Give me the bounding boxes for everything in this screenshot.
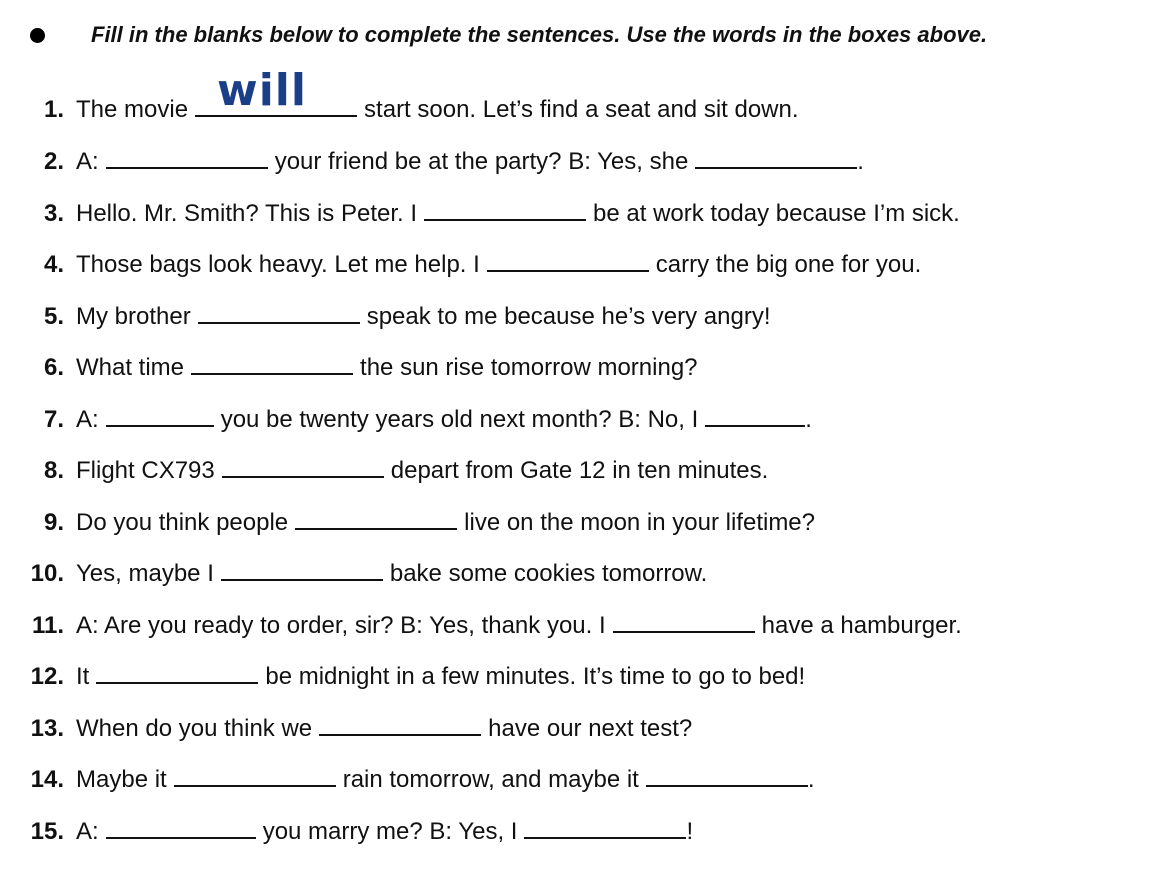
item-number: 7. xyxy=(43,406,64,433)
sentence-text: My brother xyxy=(76,303,191,330)
handwritten-answer: will xyxy=(217,65,307,116)
answer-blank[interactable] xyxy=(424,197,586,221)
sentence-text: depart from Gate 12 in ten minutes. xyxy=(390,457,769,484)
instruction-heading xyxy=(30,22,987,48)
sentence-text: carry the big one for you. xyxy=(655,251,922,278)
sentence-text: speak to me because he’s very angry! xyxy=(366,303,771,330)
sentence-text: bake some cookies tomorrow. xyxy=(389,560,708,587)
sentence-5 xyxy=(0,300,770,331)
sentence-text: Those bags look heavy. Let me help. I xyxy=(76,251,480,278)
answer-blank[interactable] xyxy=(191,351,353,375)
answer-blank[interactable] xyxy=(221,557,383,581)
item-number: 6. xyxy=(43,354,64,381)
sentence-text: What time xyxy=(76,354,185,381)
item-number: 14. xyxy=(30,766,64,793)
answer-blank[interactable] xyxy=(174,763,336,787)
sentence-text: A: Are you ready to order, sir? B: Yes, thank you. I xyxy=(76,612,606,639)
sentence-3 xyxy=(0,197,960,228)
sentence-text: the sun rise tomorrow morning? xyxy=(360,354,698,381)
answer-blank[interactable] xyxy=(613,609,755,633)
sentence-1 xyxy=(0,65,799,124)
sentence-text: be midnight in a few minutes. It’s time to go to bed! xyxy=(265,663,806,690)
answer-blank[interactable] xyxy=(106,145,268,169)
item-number: 5. xyxy=(43,303,64,330)
sentence-14 xyxy=(0,763,815,794)
sentence-text: Yes, maybe I xyxy=(76,560,214,587)
item-number: 11. xyxy=(31,612,64,639)
sentence-8 xyxy=(0,454,768,485)
sentence-text: you be twenty years old next month? B: No, I xyxy=(220,406,699,433)
answer-blank[interactable] xyxy=(705,403,805,427)
item-number: 2. xyxy=(43,148,64,175)
answer-blank[interactable] xyxy=(524,815,686,839)
answer-blank[interactable] xyxy=(106,403,214,427)
answer-blank[interactable] xyxy=(295,506,457,530)
answer-blank[interactable] xyxy=(96,660,258,684)
sentence-text: Do you think people xyxy=(76,509,289,536)
item-number: 9. xyxy=(43,509,64,536)
sentence-13 xyxy=(0,712,692,743)
sentence-6 xyxy=(0,351,698,382)
item-number: 8. xyxy=(43,457,64,484)
sentence-10 xyxy=(0,557,707,588)
item-number: 1. xyxy=(43,96,64,123)
answer-blank[interactable] xyxy=(195,65,357,117)
sentence-text: your friend be at the party? B: Yes, she xyxy=(274,148,689,175)
sentence-text: . xyxy=(807,766,815,793)
sentence-text: . xyxy=(805,406,812,433)
sentence-text: be at work today because I’m sick. xyxy=(593,200,960,227)
answer-blank[interactable] xyxy=(695,145,857,169)
answer-blank[interactable] xyxy=(198,300,360,324)
answer-blank[interactable] xyxy=(106,815,256,839)
answer-blank[interactable] xyxy=(487,248,649,272)
sentence-text: have our next test? xyxy=(488,715,693,742)
sentence-text: It xyxy=(76,663,90,690)
item-number: 10. xyxy=(30,560,64,587)
bullet-icon xyxy=(30,28,45,43)
sentence-text: start soon. Let’s find a seat and sit down. xyxy=(364,96,799,123)
sentence-text: A: xyxy=(76,148,99,175)
instruction-text: Fill in the blanks below to complete the sentences. Use the words in the boxes above. xyxy=(91,22,988,47)
sentence-text: A: xyxy=(76,818,99,845)
item-number: 4. xyxy=(43,251,64,278)
sentence-text: have a hamburger. xyxy=(761,612,962,639)
answer-blank[interactable] xyxy=(319,712,481,736)
sentence-text: When do you think we xyxy=(76,715,313,742)
item-number: 13. xyxy=(30,715,64,742)
sentence-2 xyxy=(0,145,864,176)
answer-blank[interactable] xyxy=(222,454,384,478)
sentence-text: rain tomorrow, and maybe it xyxy=(342,766,639,793)
sentence-7 xyxy=(0,403,812,434)
sentence-text: . xyxy=(857,148,864,175)
sentence-text: Maybe it xyxy=(76,766,167,793)
sentence-4 xyxy=(0,248,921,279)
sentence-text: Hello. Mr. Smith? This is Peter. I xyxy=(76,200,418,227)
sentence-11 xyxy=(0,609,962,640)
sentence-text: Flight CX793 xyxy=(76,457,215,484)
sentence-text: live on the moon in your lifetime? xyxy=(464,509,816,536)
sentence-text: ! xyxy=(686,818,694,845)
sentence-text: The movie xyxy=(76,96,189,123)
sentence-12 xyxy=(0,660,805,691)
answer-blank[interactable] xyxy=(646,763,808,787)
sentence-text: A: xyxy=(76,406,99,433)
sentence-9 xyxy=(0,506,815,537)
sentence-text: you marry me? B: Yes, I xyxy=(262,818,518,845)
item-number: 12. xyxy=(30,663,64,690)
item-number: 15. xyxy=(30,818,64,845)
sentence-15 xyxy=(0,815,693,846)
item-number: 3. xyxy=(43,200,64,227)
